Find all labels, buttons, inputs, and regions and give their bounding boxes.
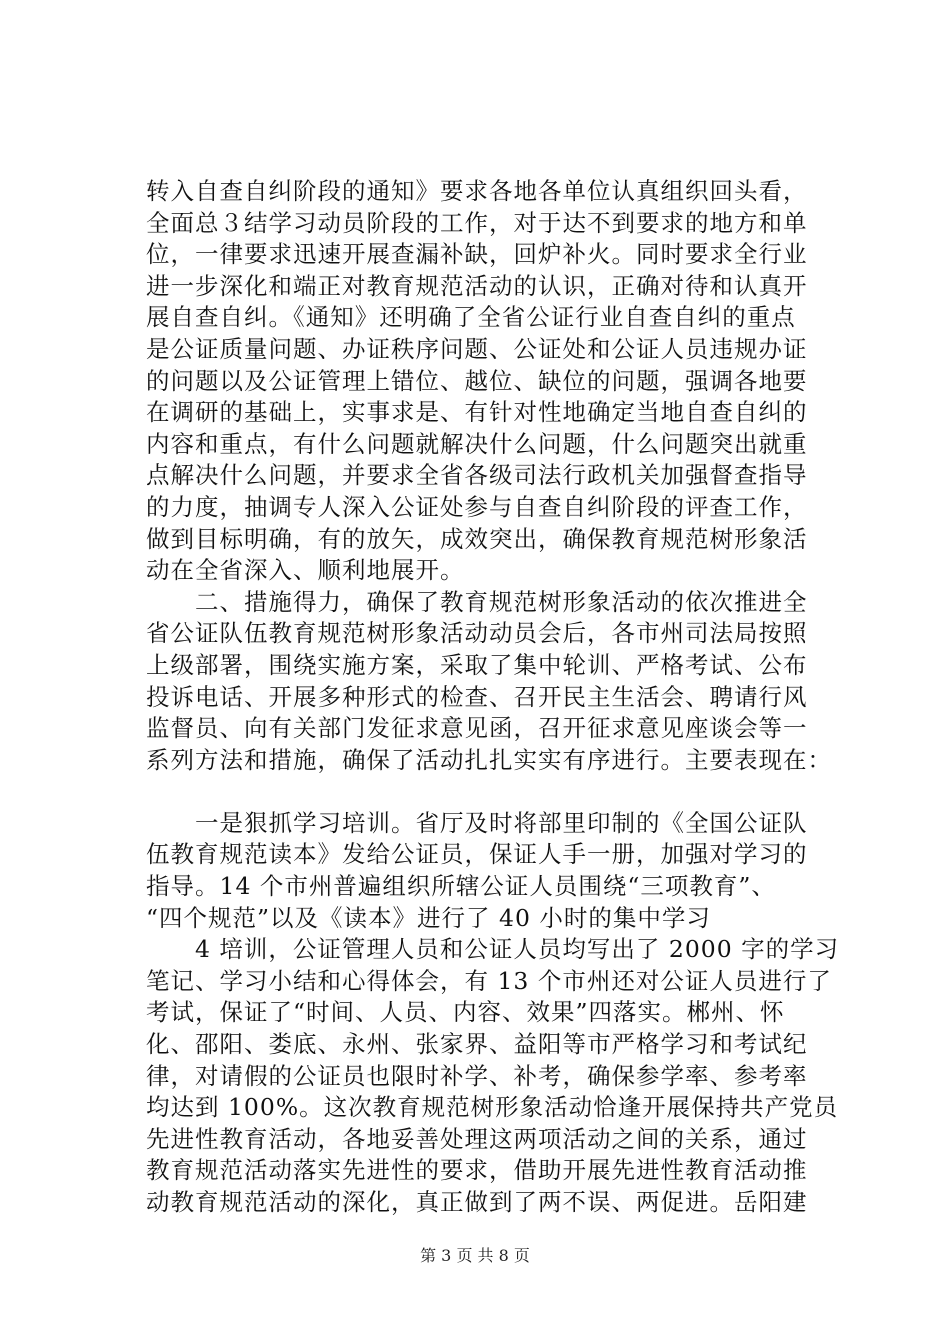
text-line: 二、措施得力，确保了教育规范树形象活动的依次推进全 (146, 587, 808, 616)
text-line: 伍教育规范读本》发给公证员，保证人手一册，加强对学习的 (146, 840, 808, 869)
text-line: 内容和重点，有什么问题就解决什么问题，什么问题突出就重 (146, 429, 808, 458)
text-line: 的力度，抽调专人深入公证处参与自查自纠阶段的评查工作， (146, 492, 808, 521)
blank-line (146, 776, 866, 808)
text-line: 展自查自纠。《通知》还明确了全省公证行业自查自纠的重点 (146, 303, 796, 332)
text-line: 是公证质量问题、办证秩序问题、公证处和公证人员违规办证 (146, 334, 808, 363)
text-line: 系列方法和措施，确保了活动扎扎实实有序进行。主要表现在： (146, 745, 832, 774)
text-line: 笔记、学习小结和心得体会，有 13 个市州还对公证人员进行了 (146, 966, 832, 995)
text-line: 4 培训，公证管理人员和公证人员均写出了 2000 字的学习 (146, 935, 840, 964)
text-line: 全面总３结学习动员阶段的工作，对于达不到要求的地方和单 (146, 208, 808, 237)
text-line: 均达到 100%。这次教育规范树形象活动恰逢开展保持共产党员 (146, 1093, 839, 1122)
text-line: 监督员、向有关部门发征求意见函，召开征求意见座谈会等一 (146, 714, 808, 743)
body-text (146, 176, 866, 1219)
text-line: 位，一律要求迅速开展查漏补缺，回炉补火。同时要求全行业 (146, 240, 808, 269)
page-footer: 第 3 页 共 8 页 (420, 1246, 530, 1265)
text-line: 指导。14 个市州普遍组织所辖公证人员围绕“三项教育”、 (146, 872, 776, 901)
text-line: 转入自查自纠阶段的通知》要求各地各单位认真组织回头看， (146, 177, 808, 205)
text-line: 的问题以及公证管理上错位、越位、缺位的问题，强调各地要 (146, 366, 808, 395)
text-line: 先进性教育活动，各地妥善处理这两项活动之间的关系，通过 (146, 1124, 808, 1153)
text-line: 教育规范活动落实先进性的要求，借助开展先进性教育活动推 (146, 1156, 808, 1185)
text-line: 动在全省深入、顺利地展开。 (146, 556, 465, 585)
text-line: 考试，保证了“时间、人员、内容、效果”四落实。郴州、怀 (146, 998, 785, 1027)
text-line: 动教育规范活动的深化，真正做到了两不误、两促进。岳阳建 (146, 1188, 808, 1216)
text-line: 在调研的基础上，实事求是、有针对性地确定当地自查自纠的 (146, 398, 808, 427)
text-line: 一是狠抓学习培训。省厅及时将部里印制的《全国公证队 (146, 808, 808, 837)
text-line: “四个规范”以及《读本》进行了 40 小时的集中学习 (146, 903, 711, 932)
text-line: 投诉电话、开展多种形式的检查、召开民主生活会、聘请行风 (146, 682, 808, 711)
text-line: 律，对请假的公证员也限时补学、补考，确保参学率、参考率 (146, 1061, 808, 1090)
text-line: 化、邵阳、娄底、永州、张家界、益阳等市严格学习和考试纪 (146, 1030, 808, 1059)
text-line: 省公证队伍教育规范树形象活动动员会后，各市州司法局按照 (146, 619, 808, 648)
text-line: 进一步深化和端正对教育规范活动的认识，正确对待和认真开 (146, 271, 808, 300)
text-line: 上级部署，围绕实施方案，采取了集中轮训、严格考试、公布 (146, 650, 808, 679)
text-line: 做到目标明确，有的放矢，成效突出，确保教育规范树形象活 (146, 524, 808, 553)
text-line: 点解决什么问题，并要求全省各级司法行政机关加强督查指导 (146, 461, 808, 490)
